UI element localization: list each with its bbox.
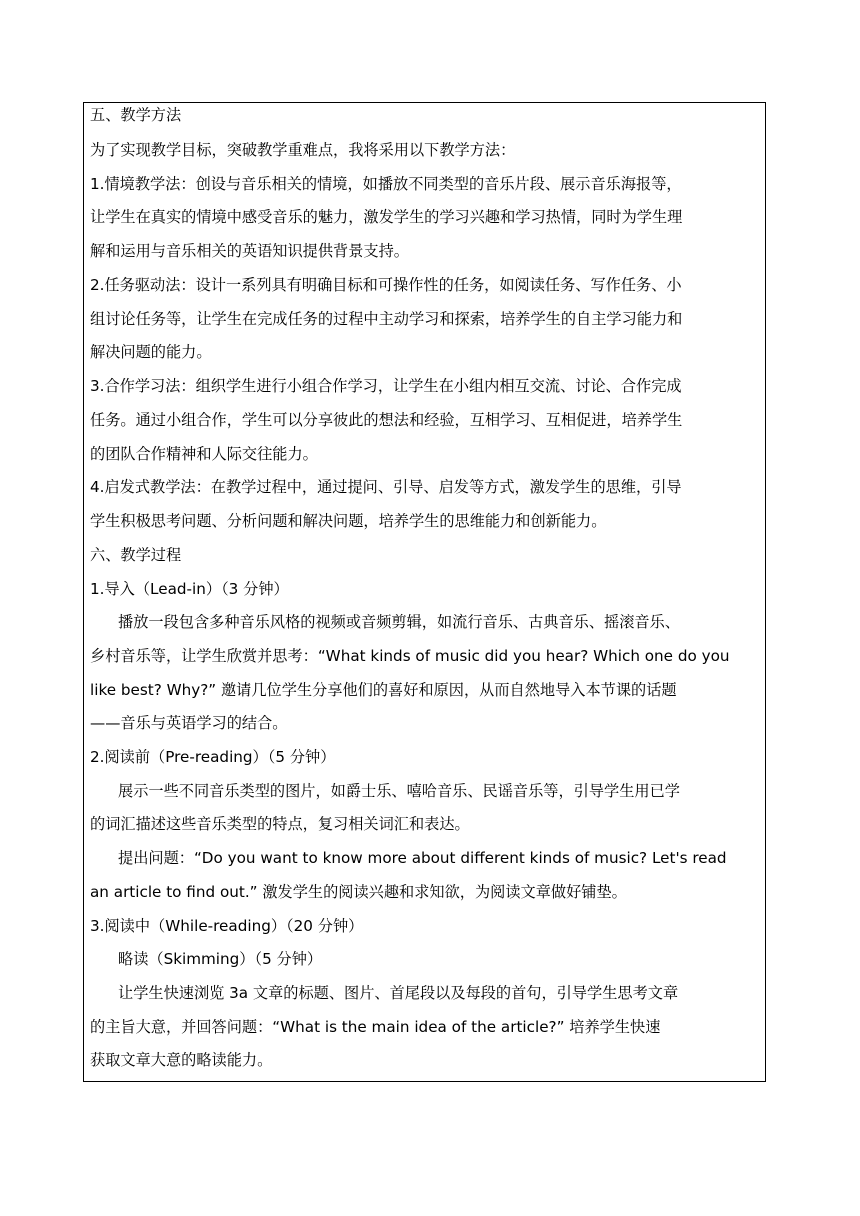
method-line: 任务。通过小组合作，学生可以分享彼此的想法和经验，互相学习、互相促进，培养学生 xyxy=(90,411,683,429)
step-title: 3.阅读中（While-reading）（20 分钟） xyxy=(90,917,364,935)
step-line: 的主旨大意，并回答问题：“What is the main idea of the article?” 培养学生快速 xyxy=(90,1018,661,1036)
step-line: 乡村音乐等，让学生欣赏并思考：“What kinds of music did you hear? Which one do you xyxy=(90,647,730,665)
step-line: 展示一些不同音乐类型的图片，如爵士乐、嘻哈音乐、民谣音乐等，引导学生用已学 xyxy=(118,782,680,800)
method-line: 学生积极思考问题、分析问题和解决问题，培养学生的思维能力和创新能力。 xyxy=(90,512,607,530)
section-intro: 为了实现教学目标，突破教学重难点，我将采用以下教学方法： xyxy=(90,141,516,159)
step-line: like best? Why?” 邀请几位学生分享他们的喜好和原因，从而自然地导入本节课的话题 xyxy=(90,681,677,699)
method-line: 1.情境教学法：创设与音乐相关的情境，如播放不同类型的音乐片段、展示音乐海报等， xyxy=(90,175,682,193)
method-line: 让学生在真实的情境中感受音乐的魅力，激发学生的学习兴趣和学习热情，同时为学生理 xyxy=(90,208,683,226)
step-subtitle: 略读（Skimming）（5 分钟） xyxy=(118,950,323,968)
section-heading: 六、教学过程 xyxy=(90,546,182,564)
method-line: 解决问题的能力。 xyxy=(90,343,212,361)
step-line: ——音乐与英语学习的结合。 xyxy=(90,714,288,732)
step-line: 的词汇描述这些音乐类型的特点，复习相关词汇和表达。 xyxy=(90,815,470,833)
method-line: 4.启发式教学法：在教学过程中，通过提问、引导、启发等方式，激发学生的思维，引导 xyxy=(90,478,682,496)
section-heading: 五、教学方法 xyxy=(90,106,182,124)
step-line: 播放一段包含多种音乐风格的视频或音频剪辑，如流行音乐、古典音乐、摇滚音乐、 xyxy=(118,613,680,631)
method-line: 解和运用与音乐相关的英语知识提供背景支持。 xyxy=(90,242,409,260)
method-line: 2.任务驱动法：设计一系列具有明确目标和可操作性的任务，如阅读任务、写作任务、小 xyxy=(90,276,682,294)
step-line: 提出问题：“Do you want to know more about different kinds of music? Let's read xyxy=(118,849,727,867)
step-title: 2.阅读前（Pre-reading）（5 分钟） xyxy=(90,748,336,766)
method-line: 3.合作学习法：组织学生进行小组合作学习，让学生在小组内相互交流、讨论、合作完成 xyxy=(90,377,682,395)
method-line: 的团队合作精神和人际交往能力。 xyxy=(90,445,318,463)
step-title: 1.导入（Lead-in）（3 分钟） xyxy=(90,580,289,598)
step-line: 获取文章大意的略读能力。 xyxy=(90,1051,273,1069)
method-line: 组讨论任务等，让学生在完成任务的过程中主动学习和探索，培养学生的自主学习能力和 xyxy=(90,310,683,328)
step-line: 让学生快速浏览 3a 文章的标题、图片、首尾段以及每段的首句，引导学生思考文章 xyxy=(118,984,679,1002)
step-line: an article to find out.” 激发学生的阅读兴趣和求知欲，为阅读文章做好铺垫。 xyxy=(90,883,627,901)
